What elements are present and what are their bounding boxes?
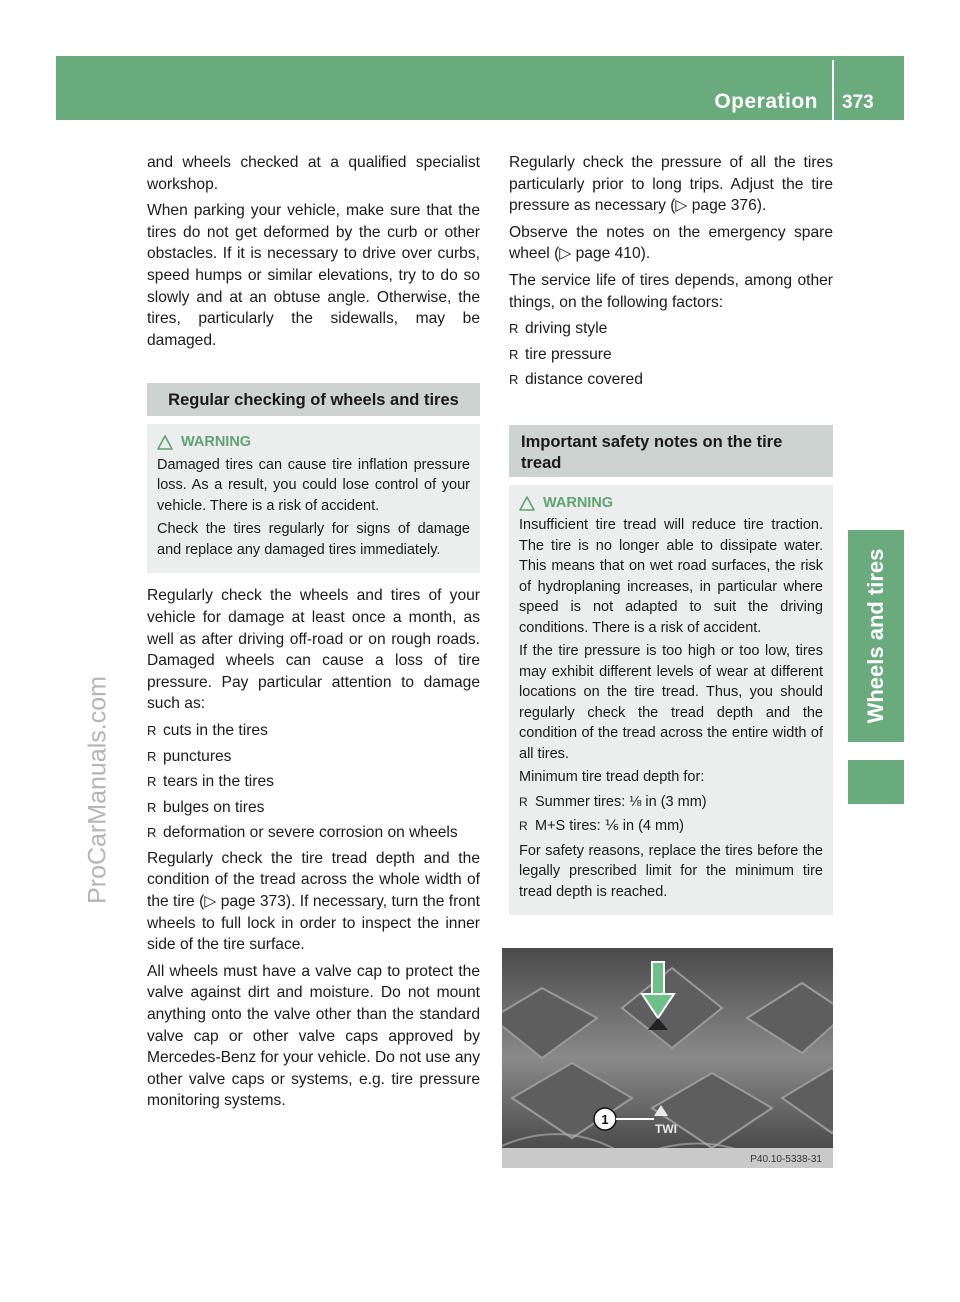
warning-text-2: If the tire pressure is too high or too low, tires may exhibit different levels of wear at different locations on the tire tread. Thus, you should regularly check the tread depth and the condition of the tread across the entire width of all tires. [519, 643, 823, 762]
right-column [509, 152, 833, 915]
warning-box-tread [509, 485, 833, 916]
watermark: ProCarManuals.com [83, 676, 112, 904]
header-bar [56, 56, 904, 120]
pressure-paragraph: Regularly check the pressure of all the tires particularly prior to long trips. Adjust the tire pressure as necessary (▷ page 376). [509, 154, 833, 215]
warning-triangle-icon [157, 435, 173, 450]
warning-text-1: Insufficient tire tread will reduce tire traction. The tire is no longer able to dissipate water. This means that on wet road surfaces, the risk of hydroplaning increases, in particular where speed is not adapted to suit the driving conditions. There is a risk of accident. [519, 517, 823, 636]
side-chapter-label: Wheels and tires [863, 548, 888, 724]
section-title: Operation [714, 90, 818, 113]
section-heading-tread: Important safety notes on the tire tread [509, 425, 833, 477]
list-item: R M+S tires: ⅙ in (4 mm) [519, 816, 823, 837]
list-item: R punctures [147, 746, 480, 768]
list-item: R tears in the tires [147, 771, 480, 793]
side-block-marker [848, 760, 904, 804]
intro-paragraph-2: When parking your vehicle, make sure that the tires do not get deformed by the curb or other obstacles. If it is necessary to drive over curbs, speed humps or similar elevations, try to do so slowly and at an obtuse angle. Otherwise, the tires, particularly the sidewalls, may be damaged. [147, 202, 480, 349]
list-item: R bulges on tires [147, 797, 480, 819]
warning-title: WARNING [157, 432, 470, 453]
twi-marker-text: TWI [655, 1122, 677, 1136]
tire-tread-image [502, 948, 833, 1168]
warning-text-1: Damaged tires can cause tire inflation pressure loss. As a result, you could lose control of your vehicle. There is a risk of accident. [157, 456, 470, 514]
intro-paragraph-1: and wheels checked at a qualified specialist workshop. [147, 154, 480, 193]
list-item: R tire pressure [509, 344, 833, 366]
list-item: R distance covered [509, 369, 833, 391]
wheel-check-paragraph: Regularly check the wheels and tires of your vehicle for damage at least once a month, as well as after driving off-road or on rough roads. Damaged wheels can cause a loss of tire pressure. Pay particular attention to damage such as: [147, 587, 480, 713]
list-item: R Summer tires: ⅛ in (3 mm) [519, 792, 823, 813]
header-divider [832, 60, 834, 120]
list-item: R driving style [509, 318, 833, 340]
left-column [147, 152, 480, 1117]
tread-check-paragraph: Regularly check the tire tread depth and the condition of the tread across the whole width of the tire (▷ page 373). If necessary, turn the front wheels to full lock in order to inspect the inner side of the tire surface. [147, 849, 480, 954]
section-heading-wheels: Regular checking of wheels and tires [147, 383, 480, 416]
spare-wheel-paragraph: Observe the notes on the emergency spare wheel (▷ page 410). [509, 223, 833, 263]
svg-text:1: 1 [601, 1112, 609, 1127]
list-item: R cuts in the tires [147, 720, 480, 742]
warning-text-4: For safety reasons, replace the tires before the legally prescribed limit for the minimum tire tread depth is reached. [519, 842, 823, 900]
page-number: 373 [842, 92, 874, 113]
warning-triangle-icon [519, 496, 535, 511]
list-item: R deformation or severe corrosion on wheels [147, 822, 480, 844]
warning-text-2: Check the tires regularly for signs of damage and replace any damaged tires immediately. [157, 521, 470, 558]
warning-box-wheels [147, 424, 480, 573]
service-life-paragraph: The service life of tires depends, among other things, on the following factors: [509, 271, 833, 311]
warning-text-3: Minimum tire tread depth for: [519, 769, 705, 786]
valve-cap-paragraph: All wheels must have a valve cap to protect the valve against dirt and moisture. Do not mount anything onto the valve other than the standard valve cap or other valve caps approved by Mercedes-Benz for your vehicle. Do not use any other valve caps or systems, e.g. tire pressure monitoring systems. [147, 962, 480, 1110]
figure-code: P40.10-5338-31 [750, 1154, 822, 1165]
tire-tread-figure [502, 948, 833, 1168]
warning-title: WARNING [519, 493, 823, 514]
